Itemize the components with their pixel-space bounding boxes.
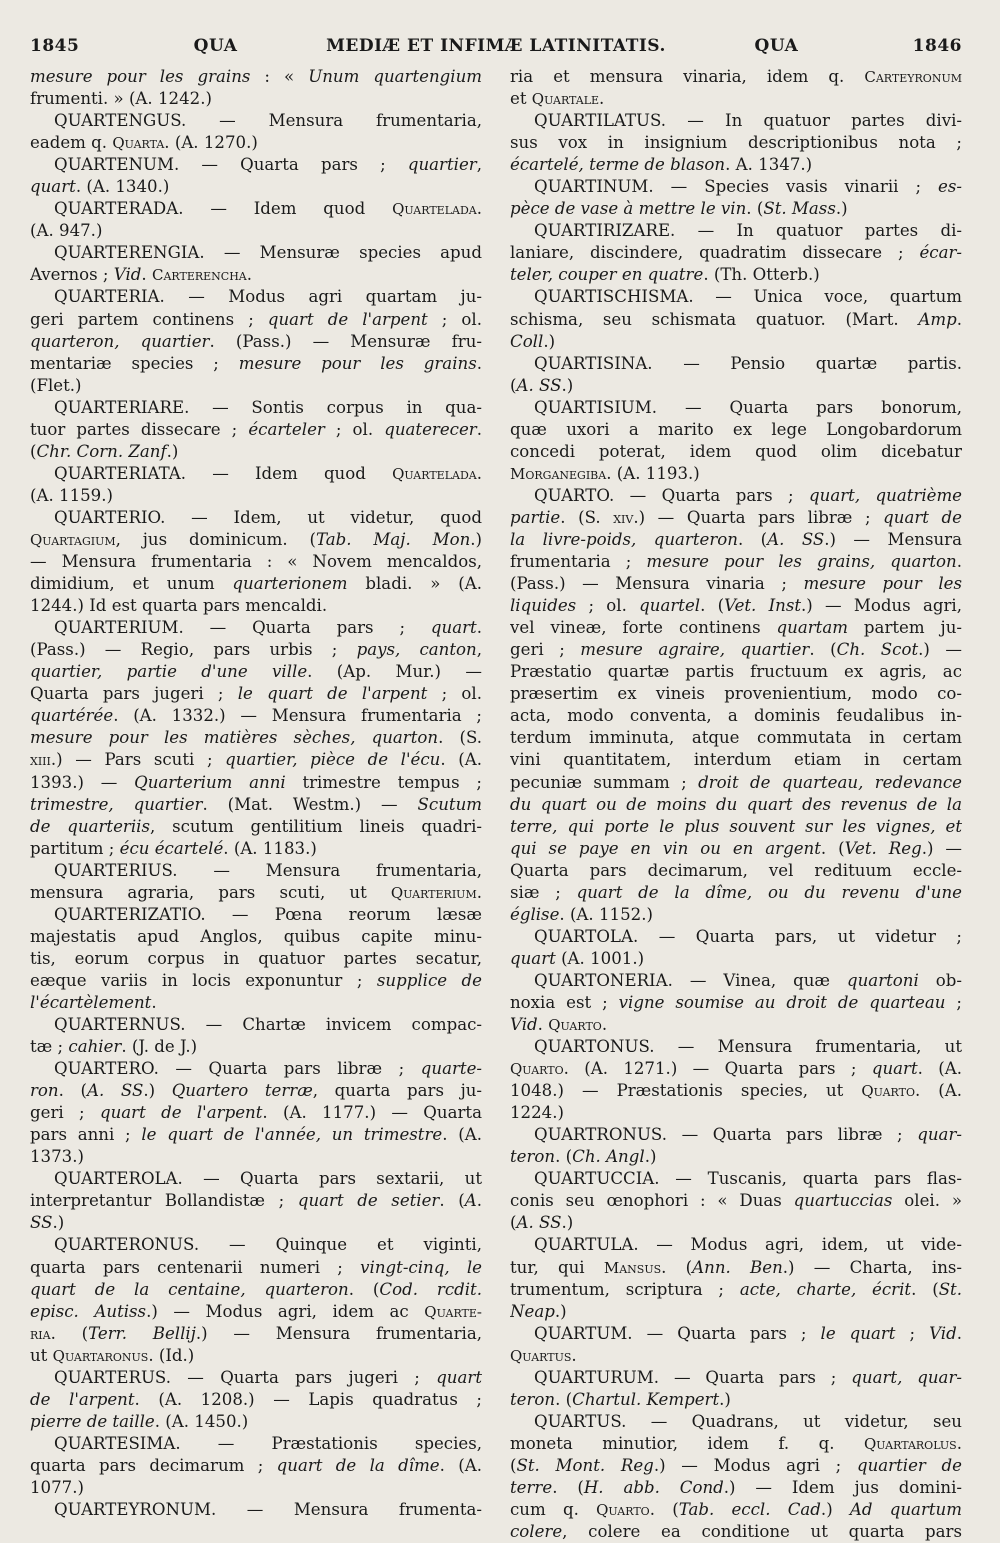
text-line: majestatis apud Anglos, quibus capite minu-: [30, 926, 482, 946]
entry-headline: QUARTEYRONUM. — Mensura frumenta-: [54, 1500, 482, 1520]
running-title: [79, 36, 912, 56]
entry-headline: QUARTESIMA. — Præstationis species,: [54, 1433, 482, 1453]
text-line: ria et mensura vinaria, idem q. Carteyronum: [510, 67, 962, 86]
text-line: partie. (S. xiv.) — Quarta pars libræ ; quart de: [510, 507, 962, 527]
text-line: conis seu œnophori : « Duas quartuccias olei. »: [510, 1191, 962, 1211]
text-line: mensura agraria, pars scuti, ut Quarterium.: [30, 882, 482, 902]
entry-headline: QUARTERIATA. — Idem quod Quartelada.: [54, 463, 482, 483]
text-line: acta, modo conventa, a dominis feudalibus in-: [510, 706, 962, 726]
text-line: Neap.): [510, 1301, 567, 1321]
text-line: ut Quartaronus. (Id.): [30, 1345, 195, 1365]
text-line: du quart ou de moins du quart des revenus de la: [510, 794, 962, 814]
entry-headline: QUARTERADA. — Idem quod Quartelada.: [54, 199, 482, 219]
text-line: terre. (H. abb. Cond.) — Idem jus domini-: [510, 1478, 962, 1497]
text-line: (A. SS.): [510, 375, 574, 395]
text-line: Præstatio quartæ partis fructuum ex agris, ac: [510, 662, 962, 682]
text-line: ria. (Terr. Bellij.) — Mensura frumentaria,: [30, 1323, 482, 1343]
entry-headline: QUARTISIUM. — Quarta pars bonorum,: [534, 397, 962, 417]
text-line: sus vox in insignium descriptionibus nota ;: [510, 133, 962, 153]
text-line: frumenti. » (A. 1242.): [30, 89, 212, 109]
text-line: (A. 947.): [30, 221, 103, 241]
column-word-right: QUA: [754, 36, 799, 56]
text-line: Quarto. (A. 1271.) — Quarta pars ; quart. (A.: [510, 1059, 962, 1079]
left-column: [30, 66, 482, 1543]
book-title: MEDIÆ ET INFIMÆ LATINITATIS.: [326, 36, 666, 56]
text-line: la livre-poids, quarteron. (A. SS.) — Mensura: [510, 529, 962, 549]
text-line: Morganegiba. (A. 1193.): [510, 463, 700, 483]
text-line: quart (A. 1001.): [510, 948, 645, 968]
text-line: terdum imminuta, atque commutata in certam: [510, 728, 962, 748]
text-line: l'écartèlement.: [30, 992, 157, 1012]
entry-headline: QUARTERIA. — Modus agri quartam ju-: [54, 287, 482, 307]
text-line: tur, qui Mansus. (Ann. Ben.) — Charta, ins-: [510, 1257, 962, 1277]
text-line: pecuniæ summam ; droit de quarteau, redevance: [510, 772, 962, 792]
entry-headline: QUARTURUM. — Quarta pars ; quart, quar-: [534, 1367, 962, 1387]
text-line: (A. SS.): [510, 1213, 574, 1233]
text-line: Avernos ; Vid. Carterencha.: [30, 265, 253, 285]
text-line: (Chr. Corn. Zanf.): [30, 441, 179, 461]
entry-headline: QUARTERONUS. — Quinque et viginti,: [54, 1235, 482, 1255]
text-line: et Quartale.: [510, 89, 605, 109]
text-line: moneta minutior, idem f. q. Quartarolus.: [510, 1433, 962, 1453]
text-line: Quarta pars jugeri ; le quart de l'arpent ; ol.: [30, 684, 482, 704]
entry-headline: QUARTRONUS. — Quarta pars libræ ; quar-: [534, 1125, 962, 1145]
text-line: geri ; mesure agraire, quartier. (Ch. Scot.) —: [510, 640, 962, 660]
entry-headline: QUARTULA. — Modus agri, idem, ut vide-: [534, 1235, 962, 1255]
text-line: 1373.): [30, 1147, 84, 1167]
entry-headline: QUARTEROLA. — Quarta pars sextarii, ut: [54, 1169, 482, 1189]
entry-headline: QUARTERIUS. — Mensura frumentaria,: [54, 860, 482, 880]
entry-headline: QUARTERIARE. — Sontis corpus in qua-: [54, 397, 482, 417]
text-line: geri ; quart de l'arpent. (A. 1177.) — Quarta: [30, 1103, 482, 1123]
text-line: trumentum, scriptura ; acte, charte, écrit. (St.: [510, 1279, 962, 1299]
entry-headline: QUARTERIZATIO. — Pœna reorum læsæ: [54, 904, 482, 924]
entry-headline: QUARTERUS. — Quarta pars jugeri ; quart: [54, 1367, 482, 1387]
text-line: 1244.) Id est quarta pars mencaldi.: [30, 596, 328, 616]
text-columns: [30, 66, 962, 1543]
entry-headline: QUARTUCCIA. — Tuscanis, quarta pars flas-: [534, 1169, 962, 1189]
running-head: [30, 36, 962, 62]
entry-headline: QUARTIRIZARE. — In quatuor partes di-: [534, 221, 962, 241]
text-line: quart. (A. 1340.): [30, 177, 170, 197]
text-line: eadem q. Quarta. (A. 1270.): [30, 133, 258, 153]
entry-headline: QUARTERO. — Quarta pars libræ ; quarte-: [54, 1059, 482, 1079]
text-line: de l'arpent. (A. 1208.) — Lapis quadratus ;: [30, 1389, 482, 1409]
text-line: pèce de vase à mettre le vin. (St. Mass.): [510, 199, 848, 219]
text-line: Quartus.: [510, 1345, 577, 1365]
text-line: concedi poterat, idem quod olim dicebatur: [510, 441, 962, 461]
text-line: SS.): [30, 1213, 65, 1233]
text-line: (St. Mont. Reg.) — Modus agri ; quartier de: [510, 1455, 962, 1475]
text-line: interpretantur Bollandistæ ; quart de setier. (A.: [30, 1191, 482, 1211]
text-line: Vid. Quarto.: [510, 1015, 608, 1035]
text-line: (A. 1159.): [30, 485, 113, 505]
text-line: quarta pars centenarii numeri ; vingt-cinq, le: [30, 1257, 482, 1277]
text-line: Quartagium, jus dominicum. (Tab. Maj. Mon.): [30, 529, 482, 549]
entry-headline: QUARTERNUS. — Chartæ invicem compac-: [54, 1015, 482, 1035]
text-line: xiii.) — Pars scuti ; quartier, pièce de l'écu. (A.: [30, 750, 482, 770]
text-line: cum q. Quarto. (Tab. eccl. Cad.) Ad quartum: [510, 1500, 962, 1520]
text-line: Quarta pars decimarum, vel redituum eccle-: [510, 860, 962, 880]
text-line: quæ uxori a marito ex lege Longobardorum: [510, 419, 962, 439]
entry-headline: QUARTILATUS. — In quatuor partes divi-: [534, 111, 962, 131]
text-line: 1224.): [510, 1103, 564, 1123]
text-line: schisma, seu schismata quatuor. (Mart. Amp.: [510, 309, 962, 329]
text-line: trimestre, quartier. (Mat. Westm.) — Scutum: [30, 794, 482, 814]
text-line: mesure pour les grains : « Unum quartengium: [30, 67, 482, 86]
text-line: siæ ; quart de la dîme, ou du revenu d'une: [510, 882, 962, 902]
text-line: teron. (Chartul. Kempert.): [510, 1389, 731, 1409]
text-line: partitum ; écu écartelé. (A. 1183.): [30, 838, 317, 858]
text-line: teron. (Ch. Angl.): [510, 1147, 657, 1167]
text-line: eæque variis in locis exponuntur ; supplice de: [30, 970, 482, 990]
text-line: quart de la centaine, quarteron. (Cod. rcdit.: [30, 1279, 482, 1299]
text-line: église. (A. 1152.): [510, 904, 653, 924]
text-line: terre, qui porte le plus souvent sur les vignes, et: [510, 816, 962, 836]
text-line: écartelé, terme de blason. A. 1347.): [510, 155, 813, 175]
entry-headline: QUARTONERIA. — Vinea, quæ quartoni ob-: [534, 970, 962, 990]
text-line: mesure pour les matières sèches, quarton. (S.: [30, 728, 482, 748]
entry-headline: QUARTUM. — Quarta pars ; le quart ; Vid.: [534, 1323, 962, 1343]
text-line: tuor partes dissecare ; écarteler ; ol. quaterecer.: [30, 419, 482, 439]
entry-headline: QUARTINUM. — Species vasis vinarii ; es-: [534, 177, 962, 197]
text-line: 1077.): [30, 1478, 84, 1497]
text-line: mentariæ species ; mesure pour les grains.: [30, 353, 482, 373]
text-line: tæ ; cahier. (J. de J.): [30, 1037, 198, 1057]
entry-headline: QUARTISINA. — Pensio quartæ partis.: [534, 353, 962, 373]
page-number-right: 1846: [912, 36, 962, 56]
text-line: episc. Autiss.) — Modus agri, idem ac Quarte-: [30, 1301, 482, 1321]
entry-headline: QUARTONUS. — Mensura frumentaria, ut: [534, 1037, 962, 1057]
entry-headline: QUARTERIO. — Idem, ut videtur, quod: [54, 507, 482, 527]
text-line: tis, eorum corpus in quatuor partes secatur,: [30, 948, 482, 968]
text-line: liquides ; ol. quartel. (Vet. Inst.) — Modus agri,: [510, 596, 962, 616]
text-line: quarteron, quartier. (Pass.) — Mensuræ fru-: [30, 331, 482, 351]
text-line: geri partem continens ; quart de l'arpent ; ol.: [30, 309, 482, 329]
text-line: — Mensura frumentaria : « Novem mencaldos,: [30, 552, 482, 572]
text-line: frumentaria ; mesure pour les grains, quarton.: [510, 552, 962, 572]
text-line: noxia est ; vigne soumise au droit de quarteau ;: [510, 992, 962, 1012]
text-line: præsertim ex vineis provenientium, modo co-: [510, 684, 962, 704]
text-line: pierre de taille. (A. 1450.): [30, 1411, 249, 1431]
text-line: pars anni ; le quart de l'année, un trimestre. (A.: [30, 1125, 482, 1145]
text-line: 1048.) — Præstationis species, ut Quarto. (A.: [510, 1081, 962, 1101]
text-line: vini quantitatem, interdum etiam in certam: [510, 750, 962, 770]
text-line: vel vineæ, forte continens quartam partem ju-: [510, 618, 962, 638]
entry-headline: QUARTERIUM. — Quarta pars ; quart.: [54, 618, 482, 638]
text-line: quarta pars decimarum ; quart de la dîme. (A.: [30, 1455, 482, 1475]
entry-headline: QUARTISCHISMA. — Unica voce, quartum: [534, 287, 962, 307]
text-line: (Pass.) — Regio, pars urbis ; pays, canton,: [30, 640, 482, 660]
right-column: [510, 66, 962, 1543]
text-line: 1393.) — Quarterium anni trimestre tempus ;: [30, 772, 482, 792]
page-number-left: 1845: [30, 36, 80, 56]
entry-headline: QUARTENUM. — Quarta pars ; quartier,: [54, 155, 482, 175]
text-line: quartier, partie d'une ville. (Ap. Mur.) —: [30, 662, 482, 682]
text-line: dimidium, et unum quarterionem bladi. » (A.: [30, 574, 482, 594]
text-line: ron. (A. SS.) Quartero terræ, quarta pars ju-: [30, 1081, 482, 1101]
text-line: quartérée. (A. 1332.) — Mensura frumentaria ;: [30, 706, 482, 726]
text-line: Coll.): [510, 331, 556, 351]
entry-headline: QUARTUS. — Quadrans, ut videtur, seu: [534, 1411, 962, 1431]
text-line: teler, couper en quatre. (Th. Otterb.): [510, 265, 820, 285]
entry-headline: QUARTO. — Quarta pars ; quart, quatrième: [534, 485, 962, 505]
text-line: colere, colere ea conditione ut quarta pars: [510, 1522, 962, 1542]
column-word-left: QUA: [193, 36, 238, 56]
text-line: (Pass.) — Mensura vinaria ; mesure pour les: [510, 574, 962, 594]
text-line: de quarteriis, scutum gentilitium lineis quadri-: [30, 816, 482, 836]
text-line: laniare, discindere, quadratim dissecare ; écar-: [510, 243, 962, 263]
entry-headline: QUARTERENGIA. — Mensuræ species apud: [54, 243, 482, 263]
text-line: (Flet.): [30, 375, 82, 395]
entry-headline: QUARTENGUS. — Mensura frumentaria,: [54, 111, 482, 131]
entry-headline: QUARTOLA. — Quarta pars, ut videtur ;: [534, 926, 962, 946]
text-line: qui se paye en vin ou en argent. (Vet. Reg.) —: [510, 838, 962, 858]
